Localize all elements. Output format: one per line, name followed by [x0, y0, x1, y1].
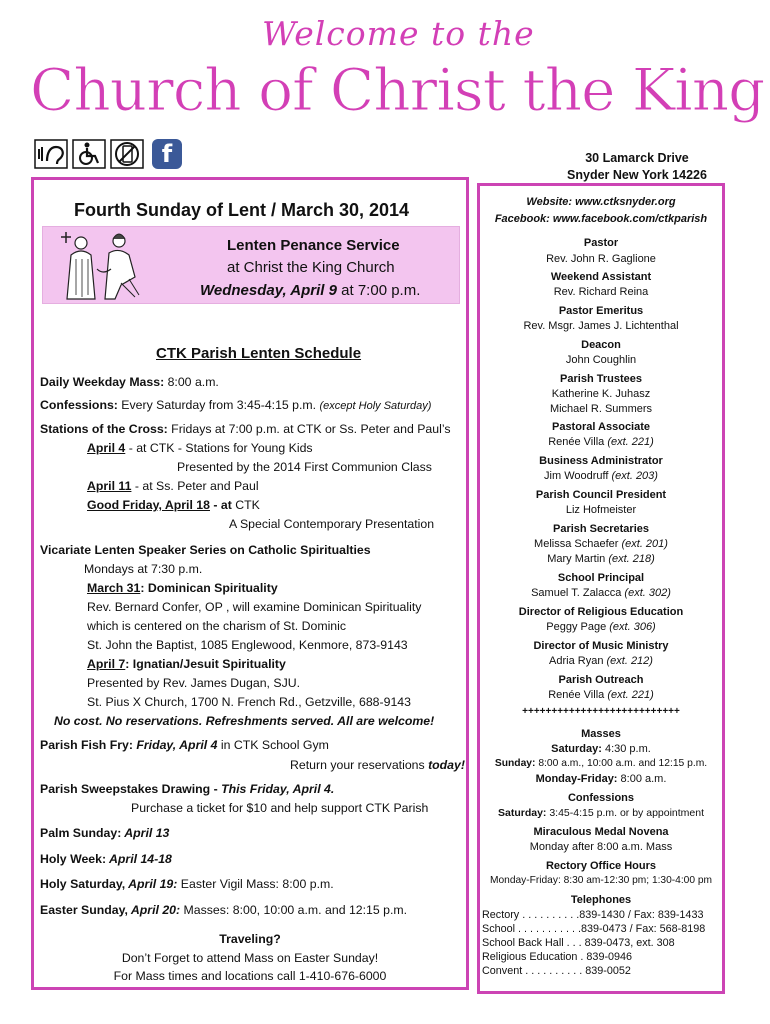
penance-location: at Christ the King Church: [227, 259, 395, 276]
staff-extension: (ext. 221): [604, 689, 654, 701]
phone-line: Rectory . . . . . . . . . .839-1430 / Fax: 839-1433: [482, 909, 704, 921]
staff-name: [480, 505, 722, 516]
confessions-saturday: [480, 808, 722, 819]
novena-value: Monday after 8:00 a.m. Mass: [529, 841, 673, 853]
staff-role: Pastoral Associate: [551, 421, 651, 433]
april4-date: April 4: [87, 441, 126, 455]
staff-name: [480, 656, 722, 667]
holy-week-line: [40, 853, 172, 865]
wheelchair-icon: [72, 138, 106, 170]
rectory-title: Rectory Office Hours: [545, 860, 657, 872]
staff-name: [480, 404, 722, 415]
march31-line: [87, 582, 278, 594]
website-link[interactable]: Website: www.ctksnyder.org: [526, 196, 676, 208]
staff-name-text: Renée Villa: [548, 689, 605, 701]
april11-line: [87, 480, 259, 492]
staff-role: Pastor Emeritus: [558, 305, 644, 317]
staff-name-text: Rev. John R. Gaglione: [546, 253, 656, 265]
stations-value: Fridays at 7:00 p.m. at CTK or Ss. Peter and Paul’s: [167, 422, 451, 436]
april4-line: [87, 442, 313, 454]
easter-value: Masses: 8:00, 10:00 a.m. and 12:15 p.m.: [180, 903, 408, 917]
staff-extension: (ext. 201): [618, 538, 668, 550]
confession-illustration-icon: [51, 229, 161, 308]
daily-mass-line: [40, 376, 219, 388]
holy-date: April 14-18: [106, 852, 172, 866]
icon-row: [34, 138, 182, 170]
fish-sub: Return your reservations: [290, 758, 429, 772]
holy-saturday-line: [40, 878, 334, 890]
stations-label: Stations of the Cross:: [40, 422, 168, 436]
april7-line: [87, 658, 286, 670]
masses-title: Masses: [581, 728, 621, 740]
staff-name: [480, 471, 722, 482]
address: [537, 150, 737, 184]
staff-role: Parish Secretaries: [552, 523, 649, 535]
staff-name-text: Samuel T. Zalacca: [531, 587, 622, 599]
staff-name-text: Peggy Page: [546, 621, 607, 633]
april7-date: April 7: [87, 657, 126, 671]
april7-line-2: St. Pius X Church, 1700 N. French Rd., Getzville, 688-9143: [87, 695, 411, 709]
conf-label: Confessions:: [40, 398, 118, 412]
staff-name-text: Rev. Richard Reina: [553, 286, 649, 298]
fish-value: in CTK School Gym: [217, 738, 329, 752]
staff-role: Director of Religious Education: [518, 606, 684, 618]
vicariate-time: Mondays at 7:30 p.m.: [84, 562, 203, 576]
penance-title: Lenten Penance Service: [227, 237, 400, 254]
sweep-label: Parish Sweepstakes Drawing -: [40, 782, 222, 796]
staff-extension: (ext. 302): [621, 587, 671, 599]
hsat-label: Holy Saturday,: [40, 877, 126, 891]
hsat-value: Easter Vigil Mass: 8:00 p.m.: [177, 877, 334, 891]
palm-sunday-line: [40, 827, 169, 839]
easter-date: April 20:: [127, 903, 181, 917]
staff-extension: (ext. 218): [605, 553, 655, 565]
staff-role: Business Administrator: [539, 455, 663, 467]
church-name-heading: Church of Christ the King: [30, 56, 765, 124]
april4-sub: Presented by the 2014 First Communion Class: [177, 460, 432, 474]
sweep-sub: Purchase a ticket for $10 and help support CTK Parish: [131, 801, 429, 815]
masses-sat-value: 4:30 p.m.: [601, 743, 651, 755]
palm-label: Palm Sunday:: [40, 826, 122, 840]
good-friday-date: Good Friday, April 18: [87, 498, 210, 512]
conf-value: Every Saturday from 3:45-4:15 p.m.: [117, 398, 320, 412]
masses-sun-value: 8:00 a.m., 10:00 a.m. and 12:15 p.m.: [535, 758, 708, 769]
march31-date: March 31: [87, 581, 141, 595]
confessions-title: Confessions: [567, 792, 634, 804]
staff-name-text: Jim Woodruff: [544, 470, 609, 482]
telephones-title: Telephones: [570, 894, 632, 906]
traveling-line-1: Don’t Forget to attend Mass on Easter Sunday!: [121, 951, 379, 965]
staff-role: Parish Trustees: [560, 373, 642, 385]
good-friday-sub: A Special Contemporary Presentation: [229, 517, 435, 531]
staff-name-text: Melissa Schaefer: [534, 538, 619, 550]
conf-note: (except Holy Saturday): [319, 400, 432, 412]
parish-info-sidebar: [477, 183, 725, 994]
address-line-1: 30 Lamarck Drive: [585, 151, 689, 165]
masses-sunday: [480, 759, 722, 769]
sweepstakes-line: [40, 783, 334, 795]
daily-value: 8:00 a.m.: [164, 375, 219, 389]
bulletin-title: Fourth Sunday of Lent / March 30, 2014: [74, 200, 410, 220]
good-friday-dash: - at: [210, 498, 232, 512]
traveling-title: Traveling?: [219, 932, 281, 946]
bulletin-main-panel: [31, 177, 469, 990]
staff-name: [480, 355, 722, 366]
conf-sat-value: 3:45-4:15 p.m. or by appointment: [546, 807, 705, 819]
masses-sat-label: Saturday:: [551, 743, 602, 755]
staff-role: Pastor: [583, 237, 619, 249]
facebook-icon[interactable]: f: [152, 139, 182, 169]
divider: +++++++++++++++++++++++++++: [522, 706, 680, 717]
no-cellphone-icon: [110, 138, 144, 170]
staff-name: [480, 437, 722, 448]
staff-name: [480, 389, 722, 400]
staff-name: [480, 539, 722, 550]
masses-wk-label: Monday-Friday:: [535, 773, 618, 785]
welcome-heading: Welcome to the: [262, 14, 535, 53]
good-friday-line: [87, 499, 260, 511]
facebook-link[interactable]: Facebook: www.facebook.com/ctkparish: [494, 213, 708, 225]
no-cost-note: No cost. No reservations. Refreshments served. All are welcome!: [54, 714, 435, 728]
fish-sub-line: [290, 759, 465, 771]
good-friday-text: CTK: [231, 498, 260, 512]
staff-name: [480, 690, 722, 701]
staff-name: [480, 321, 722, 332]
hearing-assist-icon: [34, 138, 68, 170]
staff-role: Parish Outreach: [558, 674, 644, 686]
april7-title: : Ignatian/Jesuit Spirituality: [125, 657, 286, 671]
penance-time: at 7:00 p.m.: [337, 282, 421, 299]
fish-today: today!: [428, 758, 465, 772]
novena-title: Miraculous Medal Novena: [533, 826, 669, 838]
march31-line-2: which is centered on the charism of St. Dominic: [87, 619, 347, 633]
march31-line-1: Rev. Bernard Confer, OP , will examine Dominican Spirituality: [87, 600, 422, 614]
masses-sun-label: Sunday:: [494, 758, 536, 769]
staff-name-text: Renée Villa: [548, 436, 605, 448]
rectory-hours: Monday-Friday: 8:30 am-12:30 pm; 1:30-4:00 pm: [490, 875, 712, 886]
address-line-2: Snyder New York 14226: [567, 168, 707, 182]
staff-name-text: Adria Ryan: [549, 655, 604, 667]
confessions-line: [40, 399, 431, 412]
hsat-date: April 19:: [125, 877, 178, 891]
staff-role: Parish Council President: [535, 489, 667, 501]
staff-extension: (ext. 212): [603, 655, 653, 667]
penance-datetime: [200, 282, 420, 299]
staff-extension: (ext. 306): [606, 621, 656, 633]
penance-service-box: [42, 226, 460, 304]
penance-date: Wednesday, April 9: [200, 282, 337, 299]
phone-line: Convent . . . . . . . . . . 839-0052: [482, 965, 631, 977]
easter-label: Easter Sunday,: [40, 903, 128, 917]
phone-line: School Back Hall . . . 839-0473, ext. 308: [482, 937, 675, 949]
masses-weekday: [480, 774, 722, 785]
fish-label: Parish Fish Fry:: [40, 738, 133, 752]
traveling-line-2: For Mass times and locations call 1-410-676-6000: [113, 969, 387, 983]
conf-sat-label: Saturday:: [497, 807, 547, 819]
staff-role: School Principal: [557, 572, 645, 584]
staff-name: [480, 588, 722, 599]
stations-line: [40, 423, 451, 435]
staff-name-text: Liz Hofmeister: [565, 504, 637, 516]
vicariate-title: Vicariate Lenten Speaker Series on Catholic Spiritualties: [40, 543, 371, 557]
schedule-title: CTK Parish Lenten Schedule: [156, 345, 362, 362]
staff-name: [480, 622, 722, 633]
april7-line-1: Presented by Rev. James Dugan, SJU.: [87, 676, 301, 690]
palm-date: April 13: [121, 826, 170, 840]
april4-text: - at CTK - Stations for Young Kids: [125, 441, 313, 455]
april11-text: - at Ss. Peter and Paul: [131, 479, 259, 493]
staff-name-text: Katherine K. Juhasz: [551, 388, 651, 400]
staff-name-text: John Coughlin: [565, 354, 637, 366]
staff-name-text: Rev. Msgr. James J. Lichtenthal: [523, 320, 679, 332]
fish-fry-line: [40, 739, 329, 751]
staff-role: Director of Music Ministry: [533, 640, 669, 652]
staff-role: Weekend Assistant: [550, 271, 652, 283]
staff-name-text: Mary Martin: [547, 553, 606, 565]
staff-role: Deacon: [581, 339, 621, 351]
staff-name: [480, 554, 722, 565]
staff-name: [480, 254, 722, 265]
holy-label: Holy Week:: [40, 852, 107, 866]
masses-saturday: [480, 744, 722, 755]
march31-title: : Dominican Spirituality: [140, 581, 278, 595]
fish-date: Friday, April 4: [132, 738, 218, 752]
daily-label: Daily Weekday Mass:: [40, 375, 165, 389]
phone-line: Religious Education . 839-0946: [482, 951, 633, 963]
sweep-date: This Friday, April 4.: [221, 782, 335, 796]
staff-name: [480, 287, 722, 298]
masses-wk-value: 8:00 a.m.: [617, 773, 667, 785]
phone-line: School . . . . . . . . . . .839-0473 / Fax: 568-8198: [482, 923, 706, 935]
march31-line-3: St. John the Baptist, 1085 Englewood, Kenmore, 873-9143: [87, 638, 408, 652]
staff-extension: (ext. 221): [604, 436, 654, 448]
easter-line: [40, 904, 407, 916]
staff-extension: (ext. 203): [608, 470, 658, 482]
staff-name-text: Michael R. Summers: [549, 403, 653, 415]
april11-date: April 11: [87, 479, 132, 493]
